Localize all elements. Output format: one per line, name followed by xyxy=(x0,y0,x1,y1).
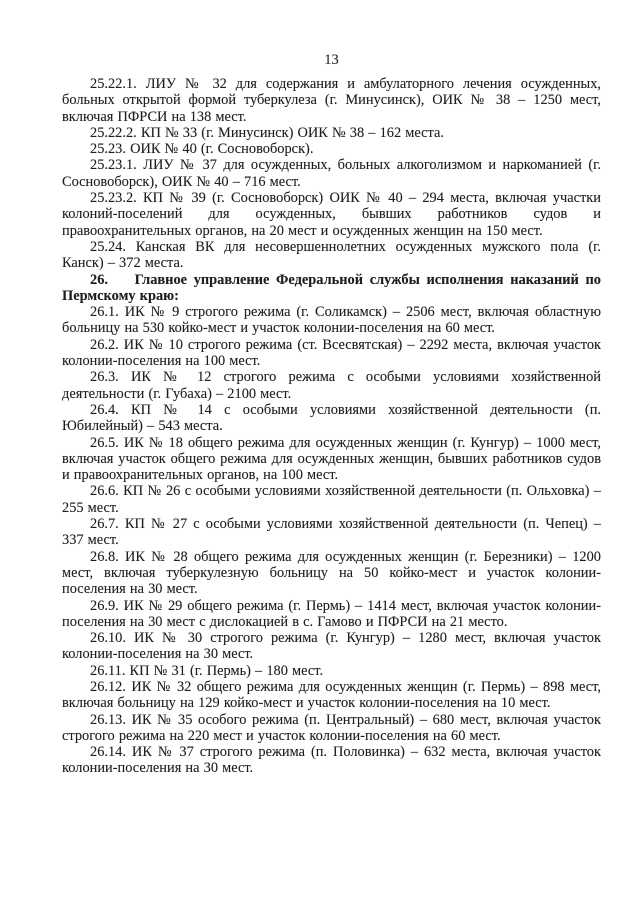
paragraph-26-2: 26.2. ИК № 10 строгого режима (ст. Всесвятская) – 2292 места, включая участок колонии-поселения на 100 мест. xyxy=(62,336,601,370)
paragraph-25-23-1: 25.23.1. ЛИУ № 37 для осужденных, больных алкоголизмом и наркоманией (г. Сосновоборск), ОИК № 40 – 716 мест. xyxy=(62,157,601,190)
paragraph-25-22-2: 25.22.2. КП № 33 (г. Минусинск) ОИК № 38 – 162 места. xyxy=(90,124,444,141)
paragraph-26-10: 26.10. ИК № 30 строгого режима (г. Кунгур) – 1280 мест, включая участок колонии-поселения на 30 мест. xyxy=(62,630,601,663)
paragraph-26: 26. Главное управление Федеральной службы исполнения наказаний по Пермскому краю: xyxy=(62,271,601,304)
paragraph-26-11: 26.11. КП № 31 (г. Пермь) – 180 мест. xyxy=(90,662,324,679)
paragraph-26-7: 26.7. КП № 27 с особыми условиями хозяйственной деятельности (п. Чепец) – 337 мест. xyxy=(62,516,601,549)
paragraph-26-12: 26.12. ИК № 32 общего режима для осужденных женщин (г. Пермь) – 898 мест, включая больницу на 129 койко-мест и участок колонии-поселения на 10 мест. xyxy=(62,678,601,712)
paragraph-26-14: 26.14. ИК № 37 строгого режима (п. Половинка) – 632 места, включая участок колонии-поселения на 30 мест. xyxy=(62,744,601,777)
paragraph-25-24: 25.24. Канская ВК для несовершеннолетних осужденных мужского пола (г. Канск) – 372 места. xyxy=(62,238,601,272)
paragraph-25-22-1: 25.22.1. ЛИУ № 32 для содержания и амбулаторного лечения осужденных, больных открытой формой туберкулеза (г. Минусинск), ОИК № 38 – 1250 мест, включая ПФРСИ на 138 мест. xyxy=(62,76,601,125)
paragraph-26-8: 26.8. ИК № 28 общего режима для осужденных женщин (г. Березники) – 1200 мест, включая туберкулезную больницу на 50 койко-мест и участок колонии-поселения на 30 мест. xyxy=(62,548,601,598)
paragraph-26-5: 26.5. ИК № 18 общего режима для осужденных женщин (г. Кунгур) – 1000 мест, включая участок общего режима для осужденных женщин, бывших работников судов и правоохранительных органов, на 100 мест. xyxy=(62,434,601,484)
paragraph-26-13: 26.13. ИК № 35 особого режима (п. Центральный) – 680 мест, включая участок строгого режима на 220 мест и участок колонии-поселения на 60 мест. xyxy=(62,711,601,744)
paragraph-25-23: 25.23. ОИК № 40 (г. Сосновоборск). xyxy=(90,141,314,158)
paragraph-25-23-2: 25.23.2. КП № 39 (г. Сосновоборск) ОИК № 40 – 294 места, включая участки колоний-поселений для осужденных, бывших работников судов и правоохранительных органов, на 20 мест и осужденных женщин на 150 мест. xyxy=(62,190,601,239)
paragraph-26-3: 26.3. ИК № 12 строгого режима с особыми условиями хозяйственной деятельности (г. Губаха) – 2100 мест. xyxy=(62,369,601,402)
document-body xyxy=(62,76,601,777)
page-number: 13 xyxy=(324,52,339,68)
paragraph-26-9: 26.9. ИК № 29 общего режима (г. Пермь) – 1414 мест, включая участок колонии-поселения на 30 мест с дислокацией в с. Гамово и ПФРСИ на 21 место. xyxy=(62,597,601,630)
paragraph-26-1: 26.1. ИК № 9 строгого режима (г. Соликамск) – 2506 мест, включая областную больницу на 530 койко-мест и участок колонии-поселения на 60 мест. xyxy=(62,304,601,337)
paragraph-26-4: 26.4. КП № 14 с особыми условиями хозяйственной деятельности (п. Юбилейный) – 543 места. xyxy=(62,401,601,435)
paragraph-26-6: 26.6. КП № 26 с особыми условиями хозяйственной деятельности (п. Ольховка) – 255 мест. xyxy=(62,483,601,516)
